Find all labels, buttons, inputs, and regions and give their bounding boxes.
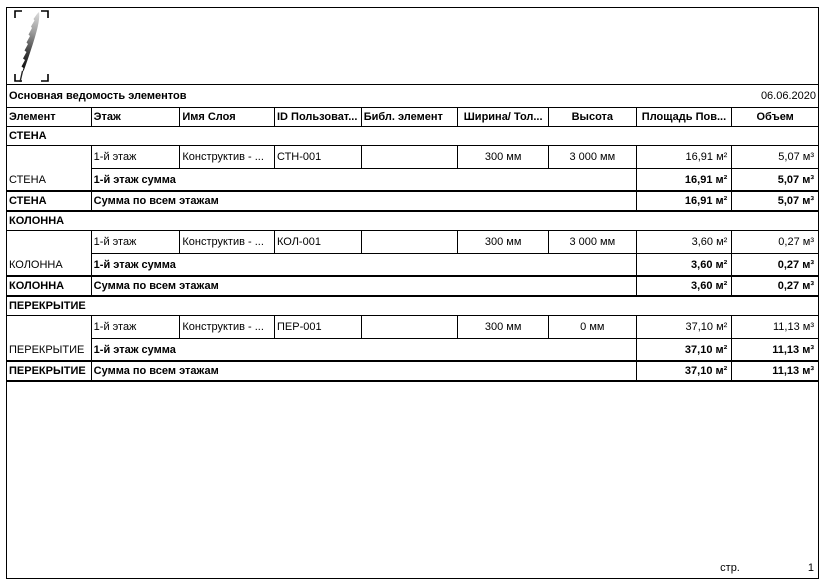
- page-number: 1: [807, 562, 814, 574]
- cell-area: 3,60 м²: [637, 254, 733, 275]
- page-label: стр.: [720, 562, 740, 574]
- cell-height: 3 000 мм: [549, 146, 637, 169]
- total-row: [7, 362, 818, 382]
- cell-height: 3 000 мм: [549, 231, 637, 254]
- logo-band: [7, 8, 818, 84]
- cell-layer: Конструктив - ...: [180, 231, 275, 254]
- section-name-row: ПЕРЕКРЫТИЕ: [7, 297, 818, 316]
- cell-sum-label: 1-й этаж сумма: [92, 254, 637, 275]
- title-row: [7, 84, 818, 107]
- cell-volume: 5,07 м³: [777, 195, 814, 207]
- data-row: [7, 231, 818, 254]
- cell-element: СТЕНА: [7, 169, 92, 190]
- cell-sum-label: 1-й этаж сумма: [92, 169, 637, 190]
- quill-feather-icon: [13, 9, 55, 87]
- total-row: [7, 277, 818, 297]
- cell-volume: 11,13 м³: [772, 365, 814, 377]
- cell-area: 37,10 м²: [637, 339, 733, 360]
- cell-area: 3,60 м²: [637, 231, 733, 254]
- cell-element: [7, 316, 92, 339]
- column-header-area: Площадь Пов...: [637, 108, 733, 126]
- cell-floor: 1-й этаж: [92, 231, 181, 254]
- cell-width: 300 мм: [458, 146, 549, 169]
- report-date: 06.06.2020: [760, 90, 816, 102]
- cell-element: ПЕРЕКРЫТИЕ: [7, 362, 92, 380]
- cell-element: ПЕРЕКРЫТИЕ: [7, 339, 92, 360]
- report-page: [6, 7, 819, 579]
- cell-area: 16,91 м²: [637, 192, 733, 210]
- cell-width: 300 мм: [458, 231, 549, 254]
- cell-volume: 11,13 м³: [732, 316, 818, 339]
- cell-volume: 0,27 м³: [777, 258, 814, 271]
- data-row: [7, 146, 818, 169]
- column-header-floor: Этаж: [92, 108, 181, 126]
- cell-lib-element: [362, 316, 459, 339]
- column-header-volume: Объем: [756, 111, 794, 123]
- cell-layer: Конструктив - ...: [180, 316, 275, 339]
- cell-lib-element: [362, 146, 459, 169]
- cell-area: 16,91 м²: [637, 146, 733, 169]
- floor-sum-row: [7, 339, 818, 362]
- cell-height: 0 мм: [549, 316, 637, 339]
- column-header-layer: Имя Слоя: [180, 108, 275, 126]
- column-header-user-id: ID Пользоват...: [275, 108, 362, 126]
- cell-lib-element: [362, 231, 459, 254]
- report-title: Основная ведомость элементов: [9, 90, 187, 102]
- cell-user-id: ПЕР-001: [275, 316, 362, 339]
- cell-floor: 1-й этаж: [92, 316, 181, 339]
- page-footer: [7, 558, 818, 578]
- column-header-lib-element: Библ. элемент: [362, 108, 459, 126]
- cell-element: СТЕНА: [7, 192, 92, 210]
- cell-volume: 5,07 м³: [732, 146, 818, 169]
- cell-volume: 0,27 м³: [777, 280, 814, 292]
- cell-area: 3,60 м²: [637, 277, 733, 295]
- cell-element: [7, 146, 92, 169]
- section-name-row: СТЕНА: [7, 127, 818, 146]
- cell-element: КОЛОННА: [7, 254, 92, 275]
- data-row: [7, 316, 818, 339]
- table-header-row: [7, 107, 818, 127]
- cell-area: 37,10 м²: [637, 362, 733, 380]
- column-header-width: Ширина/ Тол...: [458, 108, 549, 126]
- floor-sum-row: [7, 169, 818, 192]
- cell-area: 16,91 м²: [637, 169, 733, 190]
- cell-floor: 1-й этаж: [92, 146, 181, 169]
- floor-sum-row: [7, 254, 818, 277]
- cell-element: [7, 231, 92, 254]
- cell-user-id: СТН-001: [275, 146, 362, 169]
- section-name-row: КОЛОННА: [7, 212, 818, 231]
- cell-volume: 5,07 м³: [777, 173, 814, 186]
- cell-volume: 0,27 м³: [732, 231, 818, 254]
- total-row: [7, 192, 818, 212]
- cell-element: КОЛОННА: [7, 277, 92, 295]
- cell-area: 37,10 м²: [637, 316, 733, 339]
- cell-volume: 11,13 м³: [772, 343, 814, 356]
- empty-area: [7, 382, 818, 558]
- column-header-element: Элемент: [7, 108, 92, 126]
- cell-total-label: Сумма по всем этажам: [92, 277, 637, 295]
- cell-total-label: Сумма по всем этажам: [92, 362, 637, 380]
- cell-layer: Конструктив - ...: [180, 146, 275, 169]
- cell-width: 300 мм: [458, 316, 549, 339]
- cell-total-label: Сумма по всем этажам: [92, 192, 637, 210]
- cell-sum-label: 1-й этаж сумма: [92, 339, 637, 360]
- cell-user-id: КОЛ-001: [275, 231, 362, 254]
- column-header-height: Высота: [549, 108, 637, 126]
